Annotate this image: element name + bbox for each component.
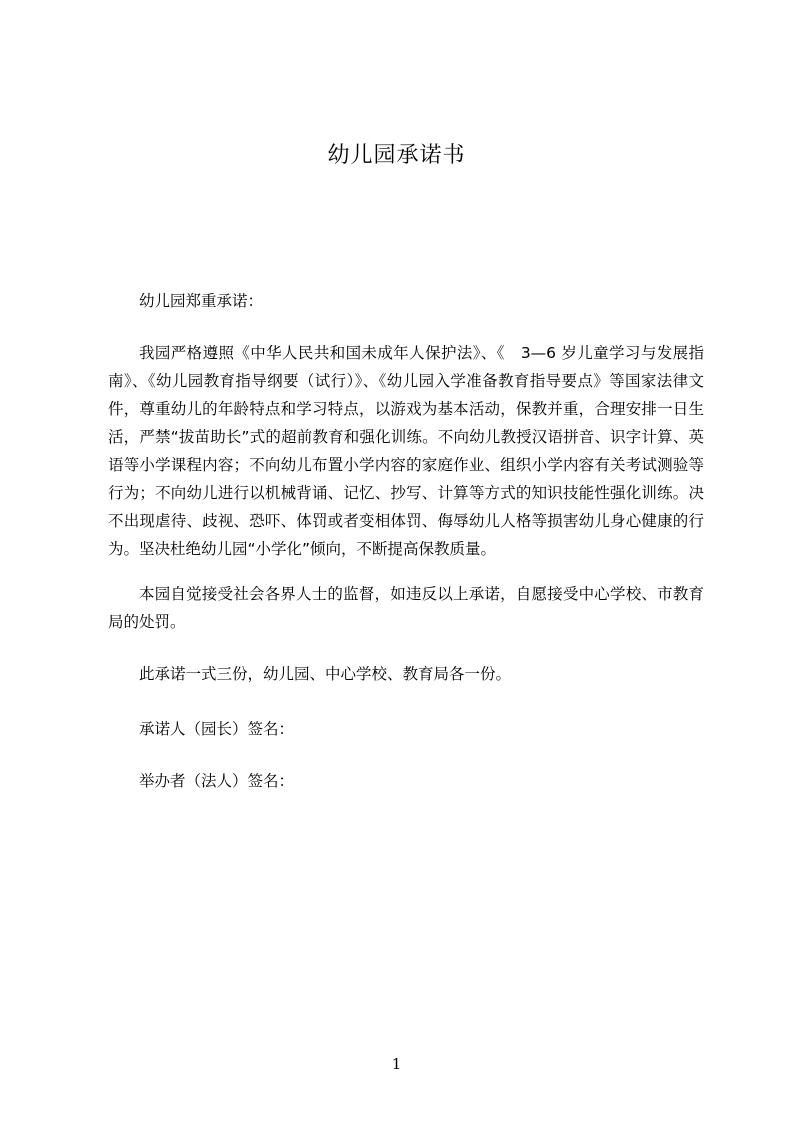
principal-signature-line: 承诺人（园长）签名： [139,720,295,738]
page-number: 1 [391,1055,402,1073]
paragraph-commitment-details: 我园严格遵照《中华人民共和国未成年人保护法》、《 3—6 岁儿童学习与发展指南》、《幼儿园教育指导纲要（试行）》、《幼儿园入学准备教育指导要点》等国家法律文件，尊重幼儿的年龄特点和学习特点，以游戏为基本活动，保教并重，合理安排一日生活，严禁“拔苗助长”式的超前教育和强化训练。不向幼儿教授汉语拼音、识字计算、英语等小学课程内容；不向幼儿布置小学内容的家庭作业、组织小学内容有关考试测验等行为；不向幼儿进行以机械背诵、记忆、抄写、计算等方式的知识技能性强化训练。决不出现虐待、歧视、恐吓、体罚或者变相体罚、侮辱幼儿人格等损害幼儿身心健康的行为。坚决杜绝幼儿园“小学化”倾向，不断提高保教质量。 [108,344,704,558]
document-title: 幼儿园承诺书 [327,143,466,168]
paragraph-supervision: 本园自觉接受社会各界人士的监督，如违反以上承诺，自愿接受中心学校、市教育局的处罚。 [108,585,704,631]
salutation: 幼儿园郑重承诺： [139,292,264,310]
paragraph-copies: 此承诺一式三份，幼儿园、中心学校、教育局各一份。 [139,665,512,683]
sponsor-signature-line: 举办者（法人）签名： [139,772,295,790]
